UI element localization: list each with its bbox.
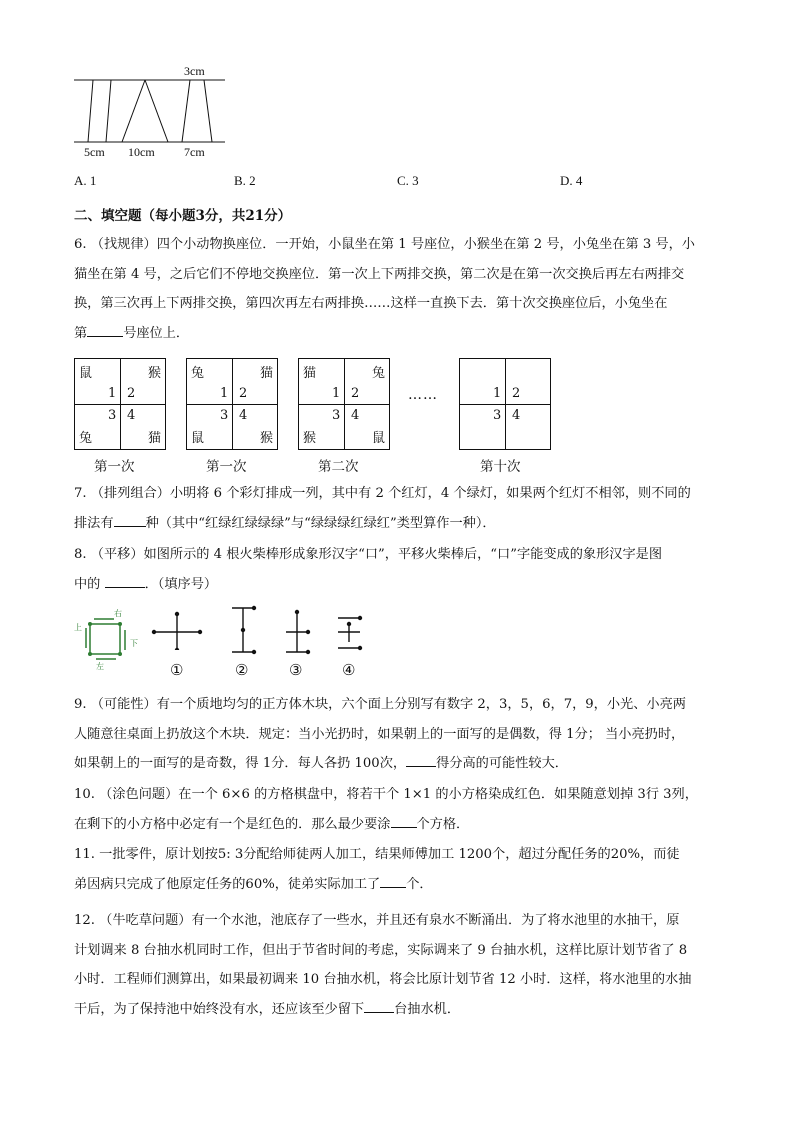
figure-label-10cm: 10cm [128, 145, 155, 159]
fig-label-up: 上 [74, 623, 82, 632]
q11-prefix: 弟因病只完成了他原定任务的60%，徒弟实际加工了 [74, 876, 381, 892]
grid2-n1: 1 [220, 386, 229, 401]
grid1-bl: 兔 [79, 431, 93, 446]
option-a: A. 1 [74, 173, 97, 188]
section-title: 二、填空题（每小题3分，共21分） [74, 208, 292, 224]
q6-line-4 [74, 319, 722, 349]
q9-prefix: 如果朝上的一面写的是奇数，得 1分．每人各扔 100次， [74, 756, 407, 771]
grid3-bl: 猴 [303, 431, 317, 446]
strip-a-left [88, 80, 93, 142]
choice-label-4: ④ [342, 661, 356, 679]
q8-line-2 [74, 570, 722, 600]
q12-line-2: 计划调来 8 台抽水机同时工作，但出于节省时间的考虑，实际调来了 9 台抽水机，这样比原计划节省了 8 [74, 942, 688, 958]
grid10-n2: 2 [512, 386, 521, 401]
q8-suffix: ．（填序号） [144, 576, 218, 592]
grid2-tl: 兔 [191, 366, 205, 381]
q6-line-1: 6. （找规律）四个小动物换座位．一开始，小鼠坐在第 1 号座位，小猴坐在第 2 号，小兔坐在第 3 号，小 [74, 237, 695, 252]
grid2-n3: 3 [220, 408, 229, 423]
q9-answer-blank[interactable] [406, 752, 436, 767]
question-6 [74, 230, 722, 348]
question-10 [74, 780, 722, 839]
grid10-n1: 1 [493, 386, 502, 401]
grid1-n1: 1 [108, 386, 117, 401]
fig-label-down: 下 [130, 639, 138, 648]
grid1-tr: 猴 [147, 366, 161, 381]
q10-answer-blank[interactable] [391, 813, 417, 828]
q12-prefix: 干后，为了保持池中始终没有水，还应该至少留下 [74, 1001, 365, 1017]
matchstick-option-2 [228, 604, 258, 656]
seat-grid-10 [459, 358, 551, 450]
grid3-caption: 第二次 [318, 459, 359, 475]
q6-line-2: 猫坐在第 4 号，之后它们不停地交换座位．第一次上下两排交换，第二次是在第一次交换后再左右两排交 [74, 266, 685, 282]
q12-suffix: 台抽水机． [394, 1001, 461, 1017]
q9-line-2: 人随意往桌面上扔放这个木块．规定：当小光扔时，如果朝上的一面写的是偶数，得 1分； 当小亮扔时， [74, 726, 685, 742]
q10-prefix: 在剩下的小方格中必定有一个是红色的．那么最少要涂 [74, 816, 391, 832]
seat-grid-1 [74, 358, 166, 450]
strip-c-left [182, 80, 190, 142]
grid10-caption: 第十次 [480, 459, 521, 475]
matchstick-option-3 [282, 604, 312, 656]
q8-line-1: 8. （平移）如图所示的 4 根火柴棒形成象形汉字“口”，平移火柴棒后，“口”字能变成的象形汉字是图 [74, 547, 663, 562]
q9-suffix: 得分高的可能性较大． [436, 756, 568, 771]
strip-a-right [106, 80, 111, 142]
grid2-caption: 第一次 [206, 459, 247, 475]
grid2-br: 猴 [259, 431, 273, 446]
q10-line-2 [74, 810, 722, 840]
grid1-n4: 4 [127, 408, 136, 423]
grid3-n4: 4 [351, 408, 360, 423]
q6-last-suffix: 号座位上． [123, 325, 190, 341]
matchstick-option-1 [148, 610, 208, 650]
strip-c-right [204, 80, 212, 142]
q7-line-1: 7. （排列组合）小明将 6 个彩灯排成一列，其中有 2 个红灯，4 个绿灯，如果两个红灯不相邻，则不同的 [74, 486, 691, 501]
q12-line-1: 12. （牛吃草问题）有一个水池，池底存了一些水，并且还有泉水不断涌出．为了将水池里的水抽干，原 [74, 913, 680, 928]
grid10-n3: 3 [493, 408, 502, 423]
q7-suffix: 种（其中“红绿红绿绿绿”与“绿绿绿红绿红”类型算作一种）． [145, 515, 496, 531]
strip-b-left [122, 80, 145, 142]
grid1-n2: 2 [127, 386, 136, 401]
q12-line-4 [74, 995, 722, 1025]
q7-line-2 [74, 509, 722, 539]
option-c: C. 3 [397, 173, 419, 188]
question-9 [74, 690, 722, 779]
option-b: B. 2 [234, 173, 256, 188]
q6-answer-blank[interactable] [87, 322, 123, 337]
grid3-n2: 2 [351, 386, 360, 401]
q11-suffix: 个． [406, 876, 433, 892]
grid1-caption: 第一次 [94, 459, 135, 475]
figure-label-3cm: 3cm [184, 64, 205, 78]
q11-line-2 [74, 870, 722, 900]
grid10-n4: 4 [512, 408, 521, 423]
matchstick-square-figure [70, 606, 146, 672]
figure-label-5cm: 5cm [84, 145, 105, 159]
question-12 [74, 906, 722, 1024]
grid2-n4: 4 [239, 408, 248, 423]
choice-label-1: ① [170, 661, 184, 679]
grid3-tr: 兔 [371, 366, 385, 381]
ellipsis: …… [408, 387, 438, 403]
matchstick-option-4 [334, 612, 366, 656]
figure-label-7cm: 7cm [184, 145, 205, 159]
grid2-n2: 2 [239, 386, 248, 401]
q7-prefix: 排法有 [74, 515, 114, 531]
q8-answer-blank[interactable] [105, 573, 145, 588]
grid1-tl: 鼠 [79, 366, 93, 381]
question-7 [74, 479, 722, 538]
choice-label-3: ③ [289, 661, 303, 679]
q12-answer-blank[interactable] [364, 998, 394, 1013]
q12-line-3: 小时．工程师们测算出，如果最初调来 10 台抽水机，将会比原计划节省 12 小时．这样，将水池里的水抽 [74, 972, 692, 987]
grid3-tl: 猫 [303, 366, 317, 381]
fig-label-left: 左 [96, 662, 104, 671]
question-11 [74, 840, 722, 899]
choice-label-2: ② [235, 661, 249, 679]
q6-last-prefix: 第 [74, 325, 88, 341]
seat-grid-2 [186, 358, 278, 450]
seat-grid-3 [298, 358, 390, 450]
question-8 [74, 540, 722, 599]
grid2-bl: 鼠 [191, 431, 205, 446]
q9-line-1: 9. （可能性）有一个质地均匀的正方体木块，六个面上分别写有数字 2，3，5，6，7，9，小光、小亮两 [74, 697, 686, 712]
fig-label-right: 右 [114, 609, 122, 618]
strip-b-right [145, 80, 168, 142]
grid3-n1: 1 [332, 386, 341, 401]
q8-prefix: 中的 [74, 576, 105, 592]
q10-line-1: 10. （涂色问题）在一个 6×6 的方格棋盘中，将若干个 1×1 的小方格染成红色．如果随意划掉 3行 3列， [74, 787, 698, 802]
grid1-n3: 3 [108, 408, 117, 423]
grid1-br: 猫 [147, 431, 161, 446]
q10-suffix: 个方格． [416, 816, 470, 832]
option-d: D. 4 [560, 173, 583, 188]
q11-answer-blank[interactable] [380, 873, 406, 888]
q6-line-3: 换，第三次再上下两排交换，第四次再左右两排换……这样一直换下去．第十次交换座位后，小兔坐在 [74, 296, 668, 311]
q7-answer-blank[interactable] [114, 512, 146, 527]
q11-line-1: 11. 一批零件，原计划按5: 3分配给师徒两人加工，结果师傅加工 1200个，超过分配任务的20%，而徒 [74, 847, 680, 862]
grid3-n3: 3 [332, 408, 341, 423]
grid2-tr: 猫 [259, 366, 273, 381]
q9-line-3 [74, 749, 722, 779]
grid3-br: 鼠 [371, 431, 385, 446]
